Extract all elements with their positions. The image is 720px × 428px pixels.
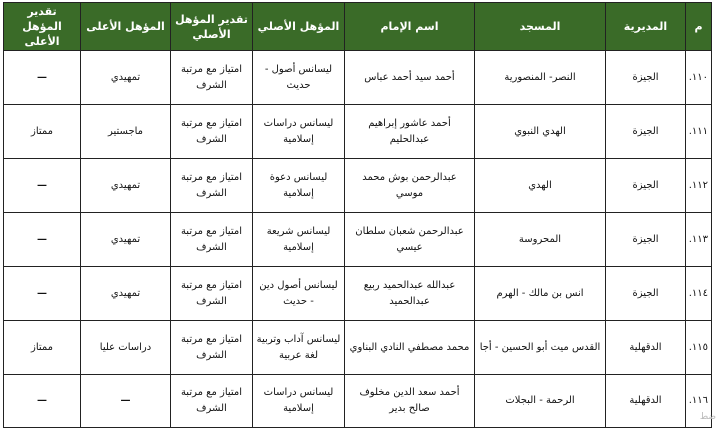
original-qualification-cell: ليسانس دراسات إسلامية — [253, 375, 345, 428]
imams-table — [3, 2, 712, 428]
header-directorate: المديرية — [606, 3, 686, 51]
higher-grade-cell: — — [4, 213, 81, 267]
header-num: م — [686, 3, 712, 51]
mosque-cell: الهدي النبوي — [475, 105, 606, 159]
row-number: ١١٢. — [686, 159, 712, 213]
imam-name-cell: أحمد عاشور إبراهيم عبدالحليم — [345, 105, 475, 159]
imam-name-cell: أحمد سيد أحمد عباس — [345, 51, 475, 105]
original-qualification-cell: ليسانس شريعة إسلامية — [253, 213, 345, 267]
imam-name-cell: أحمد سعد الدين مخلوف صالح بدير — [345, 375, 475, 428]
imam-name-cell: عبدالرحمن بوش محمد موسي — [345, 159, 475, 213]
table-row — [4, 159, 712, 213]
directorate-cell: الجيزة — [606, 51, 686, 105]
original-grade-cell: امتياز مع مرتبة الشرف — [171, 375, 253, 428]
higher-qualification-cell: — — [81, 375, 171, 428]
row-number: ١١٦. — [686, 375, 712, 428]
directorate-cell: الجيزة — [606, 213, 686, 267]
header-higher-qualification: المؤهل الأعلى — [81, 3, 171, 51]
higher-grade-cell: — — [4, 159, 81, 213]
header-original-qualification: المؤهل الأصلي — [253, 3, 345, 51]
original-grade-cell: امتياز مع مرتبة الشرف — [171, 105, 253, 159]
directorate-cell: الدقهلية — [606, 375, 686, 428]
mosque-cell: القدس ميت أبو الحسين - أجا — [475, 321, 606, 375]
row-number: ١١٠. — [686, 51, 712, 105]
mosque-cell: المحروسة — [475, 213, 606, 267]
original-grade-cell: امتياز مع مرتبة الشرف — [171, 51, 253, 105]
row-number: ١١٤. — [686, 267, 712, 321]
header-original-grade: تقدير المؤهل الأصلي — [171, 3, 253, 51]
higher-grade-cell: — — [4, 375, 81, 428]
row-number: ١١٥. — [686, 321, 712, 375]
original-grade-cell: امتياز مع مرتبة الشرف — [171, 213, 253, 267]
original-grade-cell: امتياز مع مرتبة الشرف — [171, 159, 253, 213]
imam-name-cell: عبدالله عبدالحميد ربيع عبدالحميد — [345, 267, 475, 321]
higher-grade-cell: — — [4, 51, 81, 105]
original-qualification-cell: ليسانس دراسات إسلامية — [253, 105, 345, 159]
higher-qualification-cell: تمهيدي — [81, 213, 171, 267]
original-qualification-cell: ليسانس آداب وتربية لغة عربية — [253, 321, 345, 375]
watermark-text: ضط — [699, 412, 716, 422]
original-qualification-cell: ليسانس أصول دين - حديث — [253, 267, 345, 321]
original-qualification-cell: ليسانس أصول - حديث — [253, 51, 345, 105]
higher-grade-cell: — — [4, 267, 81, 321]
row-number: ١١١. — [686, 105, 712, 159]
mosque-cell: انس بن مالك - الهرم — [475, 267, 606, 321]
higher-grade-cell: ممتاز — [4, 321, 81, 375]
mosque-cell: النصر- المنصورية — [475, 51, 606, 105]
directorate-cell: الجيزة — [606, 267, 686, 321]
mosque-cell: الرحمة - البجلات — [475, 375, 606, 428]
header-imam-name: اسم الإمام — [345, 3, 475, 51]
imam-name-cell: عبدالرحمن شعبان سلطان عيسي — [345, 213, 475, 267]
higher-qualification-cell: ماجستير — [81, 105, 171, 159]
table-row — [4, 267, 712, 321]
directorate-cell: الجيزة — [606, 105, 686, 159]
higher-qualification-cell: دراسات عليا — [81, 321, 171, 375]
higher-grade-cell: ممتاز — [4, 105, 81, 159]
higher-qualification-cell: تمهيدي — [81, 159, 171, 213]
higher-qualification-cell: تمهيدي — [81, 51, 171, 105]
table-row — [4, 213, 712, 267]
row-number: ١١٣. — [686, 213, 712, 267]
directorate-cell: الدقهلية — [606, 321, 686, 375]
mosque-cell: الهدي — [475, 159, 606, 213]
original-grade-cell: امتياز مع مرتبة الشرف — [171, 267, 253, 321]
table-row — [4, 105, 712, 159]
header-higher-grade: تقدير المؤهل الأعلى — [4, 3, 81, 51]
higher-qualification-cell: تمهيدي — [81, 267, 171, 321]
table-header-row — [4, 3, 712, 51]
table-row — [4, 51, 712, 105]
header-mosque: المسجد — [475, 3, 606, 51]
table-row — [4, 321, 712, 375]
original-grade-cell: امتياز مع مرتبة الشرف — [171, 321, 253, 375]
imam-name-cell: محمد مصطفي النادي البناوي — [345, 321, 475, 375]
directorate-cell: الجيزة — [606, 159, 686, 213]
original-qualification-cell: ليسانس دعوة إسلامية — [253, 159, 345, 213]
table-row — [4, 375, 712, 428]
